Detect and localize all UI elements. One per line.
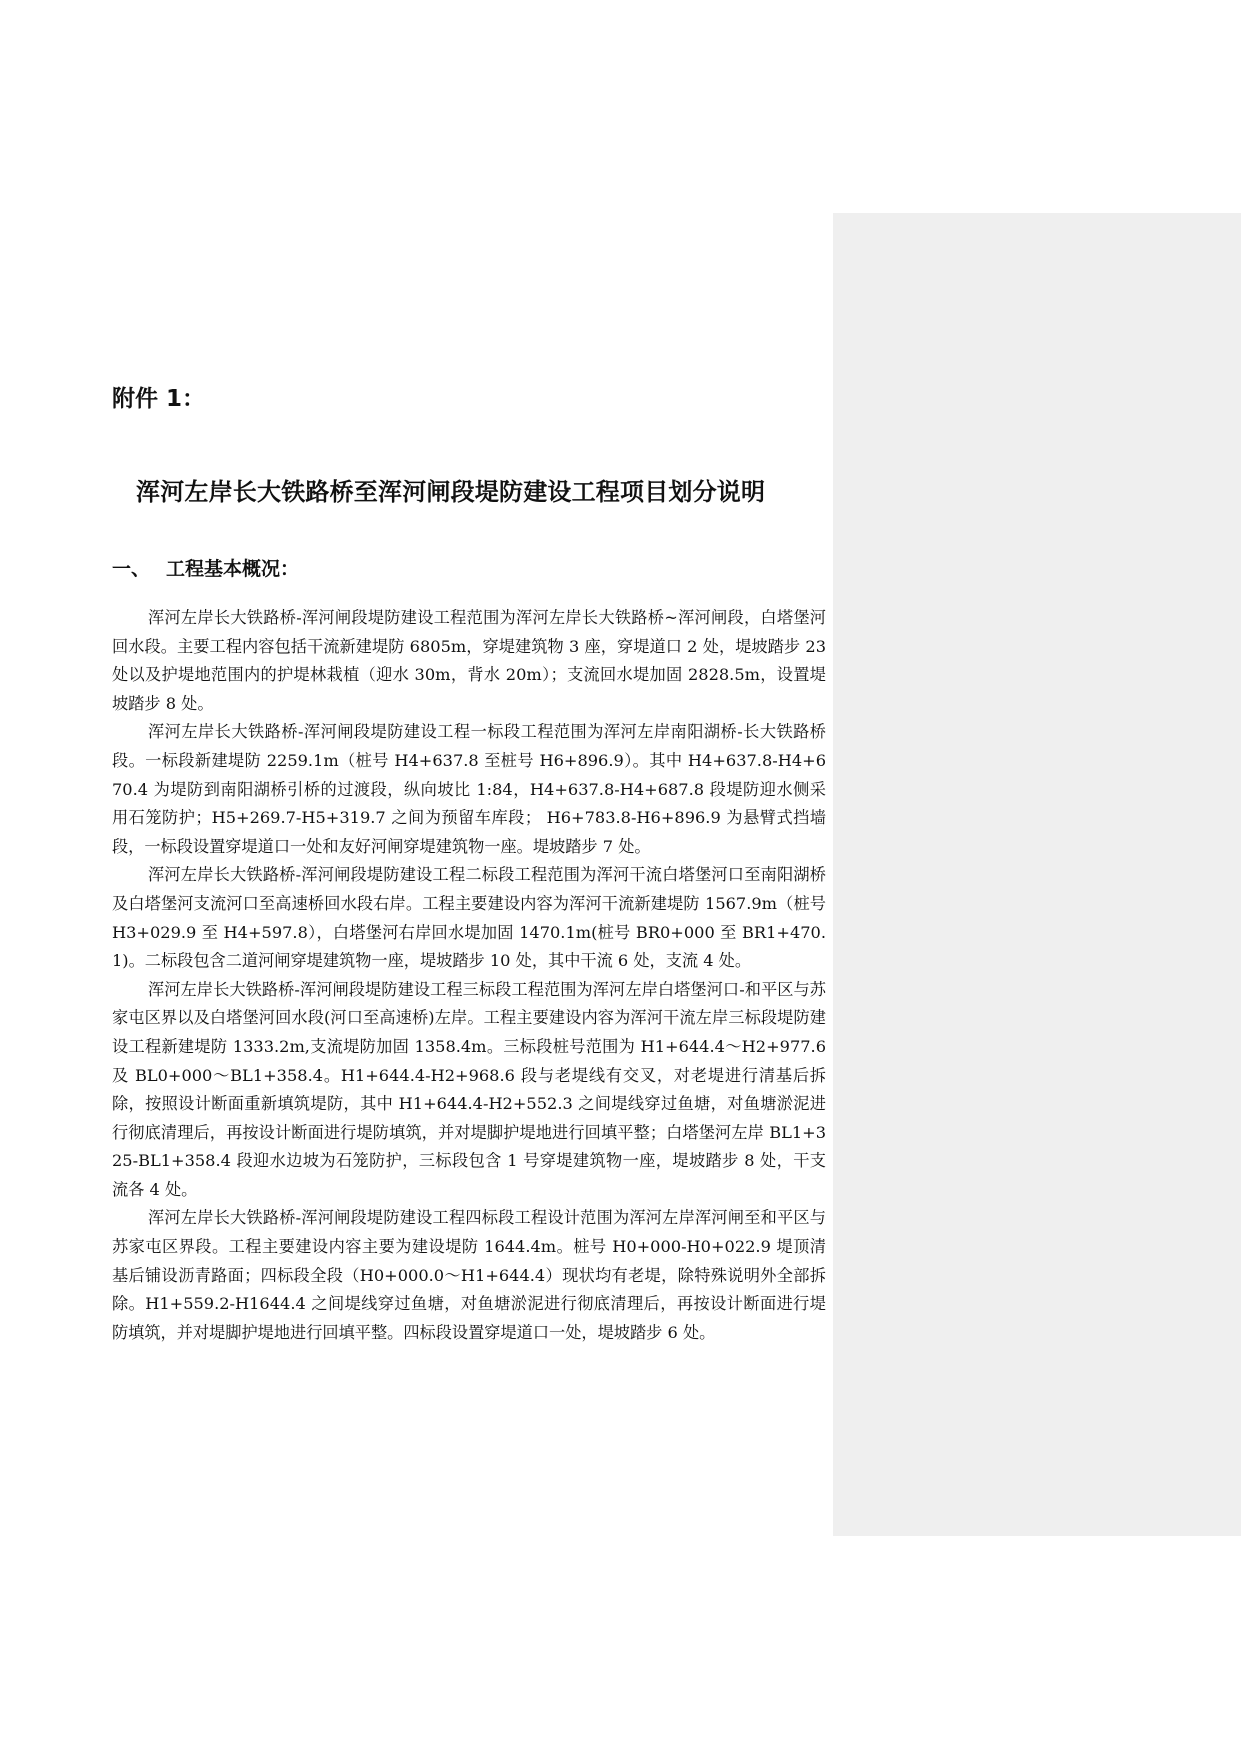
section-heading	[112, 554, 299, 581]
section-heading-text: 工程基本概况：	[166, 558, 300, 580]
section-number: 一、	[112, 558, 151, 580]
comment-margin-panel	[833, 213, 1241, 1536]
paragraph-section-4: 浑河左岸长大铁路桥-浑河闸段堤防建设工程四标段工程设计范围为浑河左岸浑河闸至和平区与苏家屯区界段。工程主要建设内容主要为建设堤防 1644.4m。桩号 H0+000-H0+022.9 堤顶清基后铺设沥青路面；四标段全段（H0+000.0～H1+644.4）现状均有老堤，除特殊说明外全部拆除。H1+559.2-H1644.4 之间堤线穿过鱼塘，对鱼塘淤泥进行彻底清理后，再按设计断面进行堤防填筑，并对堤脚护堤地进行回填平整。四标段设置穿堤道口一处，堤坡踏步 6 处。	[112, 1208, 826, 1342]
paragraph-section-3: 浑河左岸长大铁路桥-浑河闸段堤防建设工程三标段工程范围为浑河左岸白塔堡河口-和平区与苏家屯区界以及白塔堡河回水段(河口至高速桥)左岸。工程主要建设内容为浑河干流左岸三标段堤防建设工程新建堤防 1333.2m,支流堤防加固 1358.4m。三标段桩号范围为 H1+644.4～H2+977.6 及 BL0+000～BL1+358.4。H1+644.4-H2+968.6 段与老堤线有交叉，对老堤进行清基后拆除，按照设计断面重新填筑堤防，其中 H1+644.4-H2+552.3 之间堤线穿过鱼塘，对鱼塘淤泥进行彻底清理后，再按设计断面进行堤防填筑，并对堤脚护堤地进行回填平整；白塔堡河左岸 BL1+325-BL1+358.4 段迎水边坡为石笼防护，三标段包含 1 号穿堤建筑物一座，堤坡踏步 8 处，干支流各 4 处。	[112, 979, 826, 1199]
document-title: 浑河左岸长大铁路桥至浑河闸段堤防建设工程项目划分说明	[136, 478, 766, 506]
body-text	[112, 604, 826, 1347]
paragraph-overview: 浑河左岸长大铁路桥-浑河闸段堤防建设工程范围为浑河左岸长大铁路桥~浑河闸段，白塔堡河回水段。主要工程内容包括干流新建堤防 6805m，穿堤建筑物 3 座，穿堤道口 2 处，堤坡踏步 23 处以及护堤地范围内的护堤林栽植（迎水 30m，背水 20m）；支流回水堤加固 2828.5m，设置堤坡踏步 8 处。	[112, 608, 826, 713]
paragraph-section-2: 浑河左岸长大铁路桥-浑河闸段堤防建设工程二标段工程范围为浑河干流白塔堡河口至南阳湖桥及白塔堡河支流河口至高速桥回水段右岸。工程主要建设内容为浑河干流新建堤防 1567.9m（桩号 H3+029.9 至 H4+597.8），白塔堡河右岸回水堤加固 1470.1m(桩号 BR0+000 至 BR1+470.1)。二标段包含二道河闸穿堤建筑物一座，堤坡踏步 10 处，其中干流 6 处，支流 4 处。	[112, 865, 826, 971]
attachment-label: 附件 1：	[112, 386, 206, 412]
paragraph-section-1: 浑河左岸长大铁路桥-浑河闸段堤防建设工程一标段工程范围为浑河左岸南阳湖桥-长大铁路桥段。一标段新建堤防 2259.1m（桩号 H4+637.8 至桩号 H6+896.9）。其中 H4+637.8-H4+670.4 为堤防到南阳湖桥引桥的过渡段，纵向坡比 1:84，H4+637.8-H4+687.8 段堤防迎水侧采用石笼防护；H5+269.7-H5+319.7 之间为预留车库段； H6+783.8-H6+896.9 为悬臂式挡墙段，一标段设置穿堤道口一处和友好河闸穿堤建筑物一座。堤坡踏步 7 处。	[112, 722, 826, 856]
